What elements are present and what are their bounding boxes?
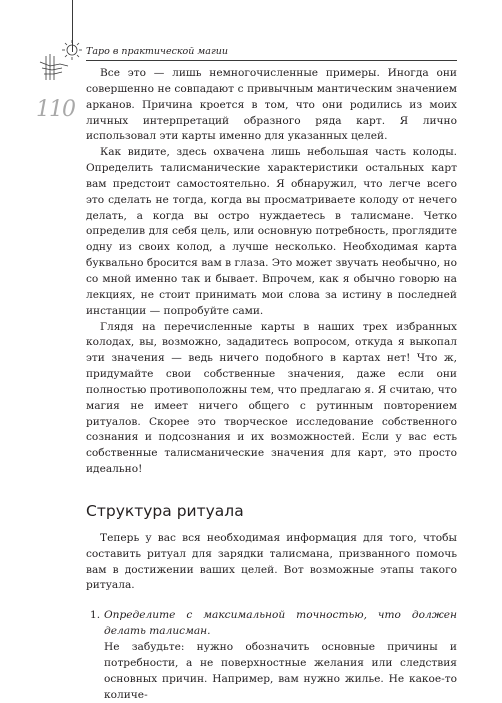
page-number: 110: [36, 97, 75, 122]
list-item: [86, 608, 457, 703]
winged-sun-icon: [38, 28, 84, 84]
body-paragraph-2: Как видите, здесь охвачена лишь небольшая часть колоды. Определить талисманические характеристики остальных карт вам предстоит самостоятельно. Я обнаружил, что легче всего это сделать не тогда, когда вы просматриваете колоду от нечего делать, а когда вы остро нуждаетесь в талисмане. Четко определив для себя цель, или основную потребность, проглядите одну из своих колод, а лучше несколько. Необходимая карта буквально бросится вам в глаза. Это может звучать необычно, но со мной именно так и бывает. Впрочем, как я обычно говорю на лекциях, не стоит принимать мои слова за истину в последней инстанции — попробуйте сами.: [86, 146, 457, 317]
body-paragraph-3: Глядя на перечисленные карты в наших трех избранных колодах, вы, возможно, зададитесь вопросом, откуда я выкопал эти значения — ведь ничего подобного в картах нет! Что ж, придумайте свои собственные значения, даже если они полностью противоположны тем, что предлагаю я. Я считаю, что магия не имеет ничего общего с рутинным повторением ритуалов. Скорее это творческое исследование собственного сознания и подсознания и их возможностей. Если у вас есть собственные талисманические значения для карт, это просто идеально!: [86, 320, 457, 476]
list-item-body: Не забудьте: нужно обозначить основные причины и потребности, а не поверхностные желания или следствия основных причин. Например, вам нужно жилье. Не какое-то количе-: [104, 641, 457, 701]
running-head: Таро в практической магии: [86, 46, 228, 57]
list-item-number: 1.: [90, 609, 101, 622]
header-rule: [86, 60, 457, 61]
page-body: [86, 66, 457, 703]
section-heading: Структура ритуала: [86, 501, 244, 520]
section-intro: Теперь у вас вся необходимая информация для того, чтобы составить ритуал для зарядки талисмана, призванного помочь вам в достижении ваших целей. Вот возможные этапы такого ритуала.: [86, 531, 457, 592]
list-item-title: Определите с максимальной точностью, что должен делать талисман.: [104, 609, 457, 638]
body-paragraph-1: Все это — лишь немногочисленные примеры. Иногда они совершенно не совпадают с привычным мантическим значением арканов. Причина кроется в том, что они родились из моих личных интерпретаций образного ряда карт. Я лично использовал эти карты именно для указанных целей.: [86, 67, 457, 143]
